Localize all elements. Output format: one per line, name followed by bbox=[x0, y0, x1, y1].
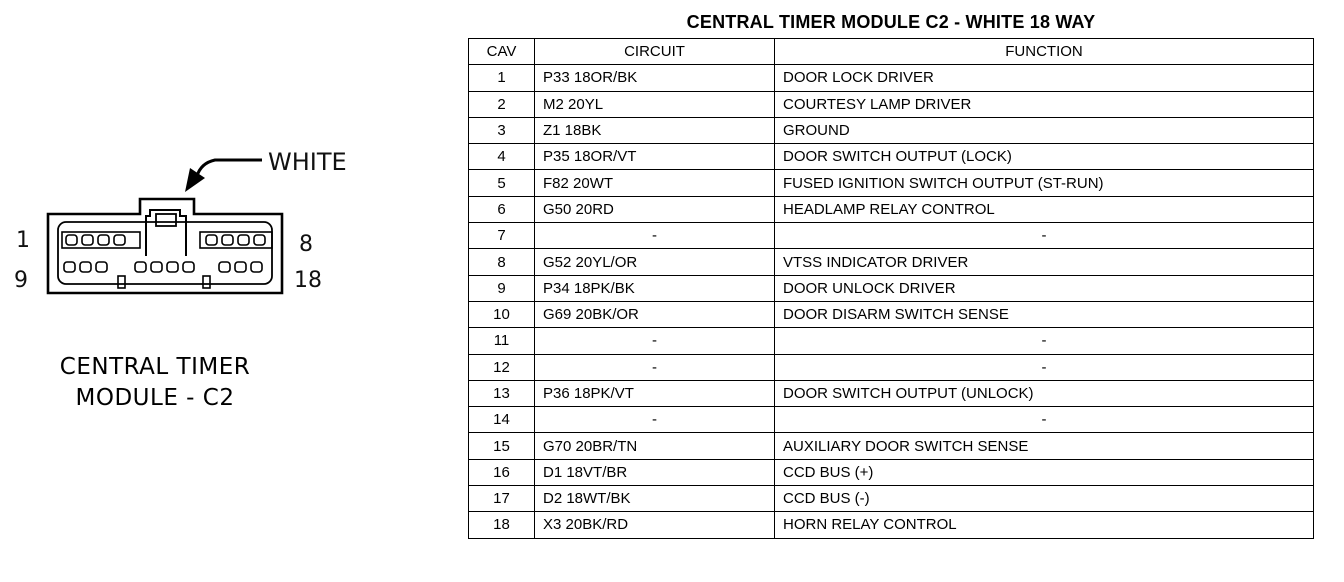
caption-line-2: MODULE - C2 bbox=[75, 385, 235, 411]
cell-cav: 3 bbox=[469, 117, 535, 143]
cell-cav: 13 bbox=[469, 380, 535, 406]
cell-cav: 8 bbox=[469, 249, 535, 275]
cell-function: FUSED IGNITION SWITCH OUTPUT (ST-RUN) bbox=[775, 170, 1314, 196]
header-function: FUNCTION bbox=[775, 39, 1314, 65]
cell-circuit: P34 18PK/BK bbox=[535, 275, 775, 301]
cell-function: DOOR DISARM SWITCH SENSE bbox=[775, 301, 1314, 327]
cell-cav: 14 bbox=[469, 407, 535, 433]
cell-function: - bbox=[775, 223, 1314, 249]
cell-function: GROUND bbox=[775, 117, 1314, 143]
cell-circuit: P35 18OR/VT bbox=[535, 144, 775, 170]
cell-function: DOOR SWITCH OUTPUT (LOCK) bbox=[775, 144, 1314, 170]
white-arrow-line bbox=[197, 160, 262, 176]
cell-cav: 5 bbox=[469, 170, 535, 196]
cell-circuit: D2 18WT/BK bbox=[535, 486, 775, 512]
cell-function: - bbox=[775, 354, 1314, 380]
table-title: CENTRAL TIMER MODULE C2 - WHITE 18 WAY bbox=[686, 12, 1096, 32]
cell-circuit: Z1 18BK bbox=[535, 117, 775, 143]
cell-cav: 1 bbox=[469, 65, 535, 91]
cell-function: CCD BUS (+) bbox=[775, 459, 1314, 485]
table-row bbox=[469, 433, 1314, 459]
table-row bbox=[469, 380, 1314, 406]
table-row bbox=[469, 275, 1314, 301]
cell-cav: 18 bbox=[469, 512, 535, 538]
cell-function: COURTESY LAMP DRIVER bbox=[775, 91, 1314, 117]
cell-circuit: P36 18PK/VT bbox=[535, 380, 775, 406]
connector-caption bbox=[40, 352, 270, 414]
color-label: WHITE bbox=[268, 148, 347, 176]
cell-circuit: - bbox=[535, 328, 775, 354]
cell-function: - bbox=[775, 328, 1314, 354]
cell-function: HEADLAMP RELAY CONTROL bbox=[775, 196, 1314, 222]
pinout-table bbox=[468, 38, 1314, 539]
cell-circuit: - bbox=[535, 223, 775, 249]
table-row bbox=[469, 512, 1314, 538]
cell-circuit: D1 18VT/BR bbox=[535, 459, 775, 485]
cell-circuit: X3 20BK/RD bbox=[535, 512, 775, 538]
cell-function: HORN RELAY CONTROL bbox=[775, 512, 1314, 538]
cell-function: - bbox=[775, 407, 1314, 433]
cell-cav: 16 bbox=[469, 459, 535, 485]
table-row bbox=[469, 407, 1314, 433]
caption-line-1: CENTRAL TIMER bbox=[59, 354, 251, 380]
cell-circuit: G70 20BR/TN bbox=[535, 433, 775, 459]
table-row bbox=[469, 486, 1314, 512]
cell-cav: 15 bbox=[469, 433, 535, 459]
table-row bbox=[469, 196, 1314, 222]
cell-function: DOOR UNLOCK DRIVER bbox=[775, 275, 1314, 301]
cell-function: DOOR SWITCH OUTPUT (UNLOCK) bbox=[775, 380, 1314, 406]
cell-function: VTSS INDICATOR DRIVER bbox=[775, 249, 1314, 275]
table-row bbox=[469, 249, 1314, 275]
connector-diagram bbox=[0, 0, 440, 582]
cell-circuit: - bbox=[535, 354, 775, 380]
table-row bbox=[469, 91, 1314, 117]
pin-label-1: 1 bbox=[16, 228, 30, 253]
cell-cav: 6 bbox=[469, 196, 535, 222]
cell-cav: 9 bbox=[469, 275, 535, 301]
cell-circuit: M2 20YL bbox=[535, 91, 775, 117]
cell-cav: 17 bbox=[469, 486, 535, 512]
cell-cav: 7 bbox=[469, 223, 535, 249]
header-circuit: CIRCUIT bbox=[535, 39, 775, 65]
table-row bbox=[469, 144, 1314, 170]
cell-function: AUXILIARY DOOR SWITCH SENSE bbox=[775, 433, 1314, 459]
table-row bbox=[469, 65, 1314, 91]
cell-circuit: G52 20YL/OR bbox=[535, 249, 775, 275]
cell-cav: 12 bbox=[469, 354, 535, 380]
table-header-row bbox=[469, 39, 1314, 65]
cell-circuit: - bbox=[535, 407, 775, 433]
cell-function: CCD BUS (-) bbox=[775, 486, 1314, 512]
cell-cav: 2 bbox=[469, 91, 535, 117]
pin-label-8: 8 bbox=[299, 232, 313, 257]
cell-circuit: G69 20BK/OR bbox=[535, 301, 775, 327]
table-row bbox=[469, 354, 1314, 380]
table-row bbox=[469, 328, 1314, 354]
table-row bbox=[469, 301, 1314, 327]
table-body bbox=[469, 65, 1314, 538]
white-arrow-head bbox=[185, 168, 205, 192]
table-row bbox=[469, 223, 1314, 249]
header-cav: CAV bbox=[469, 39, 535, 65]
cell-cav: 10 bbox=[469, 301, 535, 327]
table-row bbox=[469, 170, 1314, 196]
cell-circuit: P33 18OR/BK bbox=[535, 65, 775, 91]
cell-cav: 11 bbox=[469, 328, 535, 354]
pin-label-18: 18 bbox=[294, 268, 322, 293]
table-row bbox=[469, 117, 1314, 143]
cell-circuit: F82 20WT bbox=[535, 170, 775, 196]
pin-label-9: 9 bbox=[14, 268, 28, 293]
cell-circuit: G50 20RD bbox=[535, 196, 775, 222]
cell-function: DOOR LOCK DRIVER bbox=[775, 65, 1314, 91]
cell-cav: 4 bbox=[469, 144, 535, 170]
table-row bbox=[469, 459, 1314, 485]
connector-drawing bbox=[0, 0, 440, 582]
